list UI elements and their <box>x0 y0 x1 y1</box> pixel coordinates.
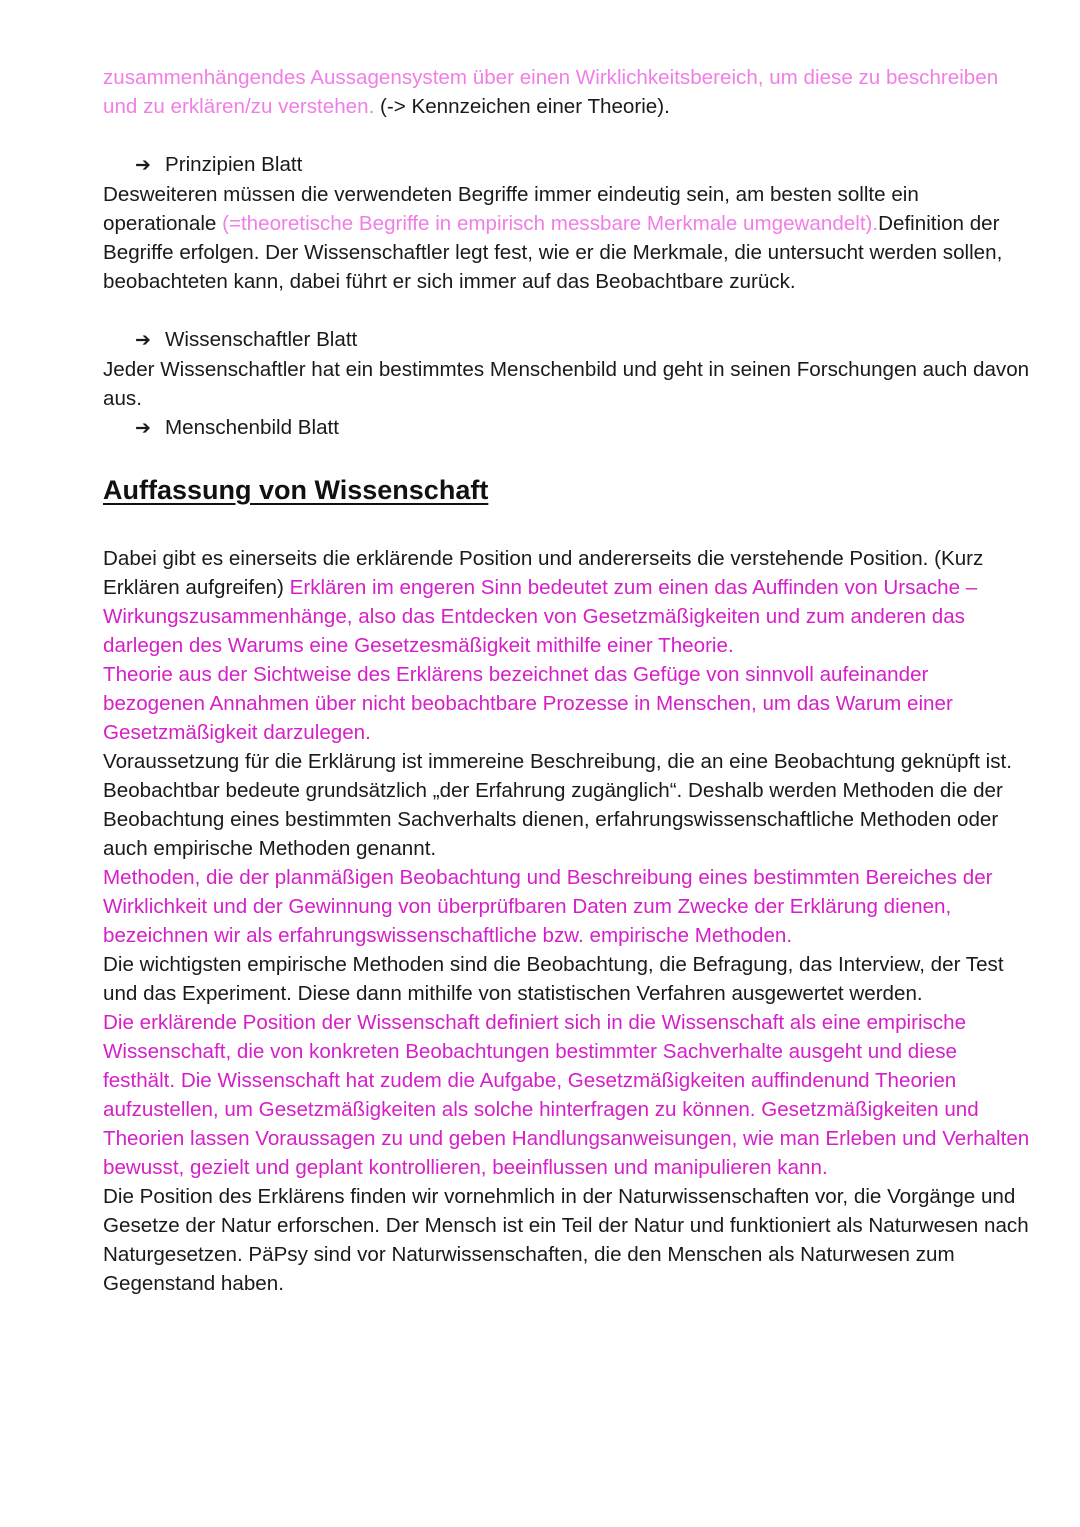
intro-pink-text: zusammenhängendes Aussagensystem über einen Wirklichkeitsbereich, um diese zu beschreiben und zu erklären/zu verstehen. <box>103 66 999 118</box>
arrow-label-prinzipien: Prinzipien Blatt <box>165 153 303 176</box>
section-heading: Auffassung von Wissenschaft <box>103 475 489 505</box>
section-paragraph-3: Voraussetzung für die Erklärung ist immereine Beschreibung, die an eine Beobachtung geknüpft ist. Beobachtbar bedeute grundsätzlich „der Erfahrung zugänglich“. Deshalb werden Methoden die der Beobachtung eines bestimmten Sachverhalts dienen, erfahrungswissenschaftliche Methoden oder auch empirische Methoden genannt. <box>103 750 1012 860</box>
arrow-right-icon: ➔ <box>135 154 151 176</box>
section-paragraph-5: Die wichtigsten empirische Methoden sind die Beobachtung, die Befragung, das Interview, der Test und das Experiment. Diese dann mithilfe von statistischen Verfahren ausgewertet werden. <box>103 953 1004 1005</box>
intro-black-text: (-> Kennzeichen einer Theorie). <box>374 95 670 118</box>
prinzipien-pink-text: (=theoretische Begriffe in empirisch messbare Merkmale umgewandelt). <box>222 212 879 235</box>
arrow-right-icon: ➔ <box>135 417 151 439</box>
section-paragraph-4: Methoden, die der planmäßigen Beobachtung und Beschreibung eines bestimmten Bereiches der Wirklichkeit und der Gewinnung von überprüfbaren Daten zum Zwecke der Erklärung dienen, bezeichnen wir als erfahrungswissenschaftliche bzw. empirische Methoden. <box>103 866 993 947</box>
arrow-item-menschenbild <box>135 413 1033 443</box>
intro-paragraph <box>103 63 1033 121</box>
prinzipien-text-after: Definition der Begriffe erfolgen. Der Wissenschaftler legt fest, wie er die Merkmale, die untersucht werden sollen, beobachteten kann, dabei führt er sich immer auf das Beobachtbare zurück. <box>103 212 1003 293</box>
spacer <box>103 296 1033 325</box>
spacer <box>103 507 1033 544</box>
spacer <box>103 121 1033 150</box>
p1-magenta-text: Erklären im engeren Sinn bedeutet zum einen das Auffinden von Ursache – Wirkungszusammenhänge, also das Entdecken von Gesetzmäßigkeiten und zum anderen das darlegen des Warums eine Gesetzesmäßigkeit mithilfe einer Theorie. <box>103 576 978 657</box>
arrow-item-wissenschaftler <box>135 325 1033 355</box>
wissenschaftler-paragraph: Jeder Wissenschaftler hat ein bestimmtes Menschenbild und geht in seinen Forschungen auch davon aus. <box>103 358 1030 410</box>
prinzipien-paragraph <box>103 180 1033 296</box>
arrow-right-icon: ➔ <box>135 329 151 351</box>
section-paragraph-6: Die erklärende Position der Wissenschaft definiert sich in die Wissenschaft als eine empirische Wissenschaft, die von konkreten Beobachtungen bestimmter Sachverhalte ausgeht und diese festhält. Die Wissenschaft hat zudem die Aufgabe, Gesetzmäßigkeiten auffindenund Theorien aufzustellen, um Gesetzmäßigkeiten als solche hinterfragen zu können. Gesetzmäßigkeiten und Theorien lassen Voraussagen zu und geben Handlungsanweisungen, wie man Erleben und Verhalten bewusst, gezielt und geplant kontrollieren, beeinflussen und manipulieren kann. <box>103 1011 1030 1179</box>
section-paragraph-2: Theorie aus der Sichtweise des Erklärens bezeichnet das Gefüge von sinnvoll aufeinander bezogenen Annahmen über nicht beobachtbare Prozesse in Menschen, um das Warum einer Gesetzmäßigkeit darzulegen. <box>103 663 953 744</box>
section-paragraph-7: Die Position des Erklärens finden wir vornehmlich in der Naturwissenschaften vor, die Vorgänge und Gesetze der Natur erforschen. Der Mensch ist ein Teil der Natur und funktioniert als Naturwesen nach Naturgesetzen. PäPsy sind vor Naturwissenschaften, die den Menschen als Naturwesen zum Gegenstand haben. <box>103 1185 1029 1295</box>
arrow-item-prinzipien <box>135 150 1033 180</box>
p1-black-text: Dabei gibt es einerseits die erklärende Position und andererseits die verstehende Position. (Kurz Erklären aufgreifen) <box>103 547 984 599</box>
spacer <box>103 443 1033 473</box>
prinzipien-text-before: Desweiteren müssen die verwendeten Begriffe immer eindeutig sein, am besten sollte ein operationale <box>103 183 919 235</box>
arrow-label-menschenbild: Menschenbild Blatt <box>165 416 340 439</box>
section-paragraph-1 <box>103 544 1033 660</box>
arrow-label-wissenschaftler: Wissenschaftler Blatt <box>165 328 358 351</box>
document-page <box>103 63 1033 1298</box>
